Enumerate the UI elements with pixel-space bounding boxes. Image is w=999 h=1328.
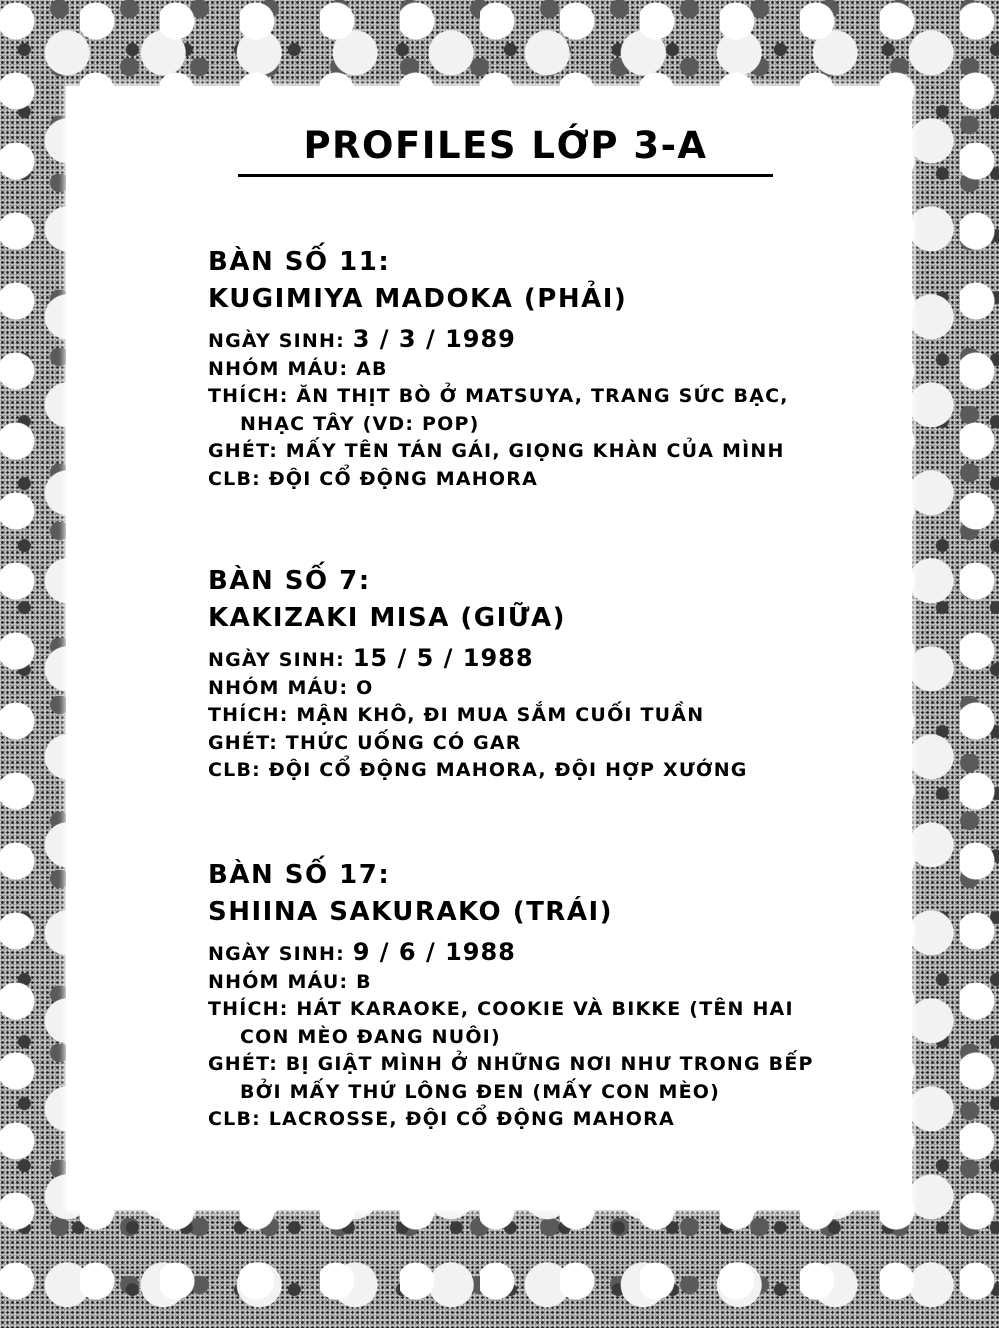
birthday-label: NGÀY SINH: — [208, 649, 353, 671]
likes-line: THÍCH: ĂN THỊT BÒ Ở MATSUYA, TRANG SỨC BẠC, — [208, 385, 789, 407]
birthday — [208, 645, 868, 675]
dislikes-line: GHÉT: THỨC UỐNG CÓ GAR — [208, 731, 522, 754]
birthday — [208, 326, 868, 356]
club-line: CLB: ĐỘI CỔ ĐỘNG MAHORA — [208, 467, 538, 490]
blood-type: NHÓM MÁU: AB — [208, 357, 388, 380]
likes-line: THÍCH: HÁT KARAOKE, COOKIE VÀ BIKKE (TÊN HAI — [208, 998, 794, 1020]
student-name: KAKIZAKI MISA (GIỮA) — [208, 603, 567, 633]
club-line: CLB: ĐỘI CỔ ĐỘNG MAHORA, ĐỘI HỢP XƯỚNG — [208, 759, 748, 781]
likes-line: THÍCH: MẬN KHÔ, ĐI MUA SẮM CUỐI TUẦN — [208, 704, 705, 726]
birthday — [208, 939, 868, 969]
student-name: SHIINA SAKURAKO (TRÁI) — [208, 897, 614, 927]
page-title: PROFILES LỚP 3-A — [238, 124, 773, 177]
profile-card — [208, 563, 868, 785]
student-name: KUGIMIYA MADOKA (PHẢI) — [208, 284, 628, 314]
blood-type: NHÓM MÁU: B — [208, 970, 372, 993]
birthday-label: NGÀY SINH: — [208, 330, 353, 352]
profile-card — [208, 857, 868, 1134]
desk-number: BÀN SỐ 17: — [208, 860, 391, 890]
dislikes-line: GHÉT: MẤY TÊN TÁN GÁI, GIỌNG KHÀN CỦA MÌNH — [208, 440, 785, 462]
dislikes-line-cont: BỞI MẤY THỨ LÔNG ĐEN (MẤY CON MÈO) — [240, 1080, 721, 1103]
desk-number: BÀN SỐ 11: — [208, 247, 391, 277]
likes-line-cont: NHẠC TÂY (VD: POP) — [240, 412, 480, 435]
dislikes-line: GHÉT: BỊ GIẬT MÌNH Ở NHỮNG NƠI NHƯ TRONG BẾP — [208, 1053, 814, 1075]
club-line: CLB: LACROSSE, ĐỘI CỔ ĐỘNG MAHORA — [208, 1108, 675, 1130]
birthday-label: NGÀY SINH: — [208, 943, 353, 965]
desk-number: BÀN SỐ 7: — [208, 566, 371, 596]
profile-card — [208, 244, 868, 493]
blood-type: NHÓM MÁU: O — [208, 676, 374, 699]
birthday-value: 9 / 6 / 1988 — [352, 938, 516, 966]
birthday-value: 3 / 3 / 1989 — [352, 325, 516, 353]
birthday-value: 15 / 5 / 1988 — [352, 644, 534, 672]
likes-line-cont: CON MÈO ĐANG NUÔI) — [240, 1025, 501, 1048]
